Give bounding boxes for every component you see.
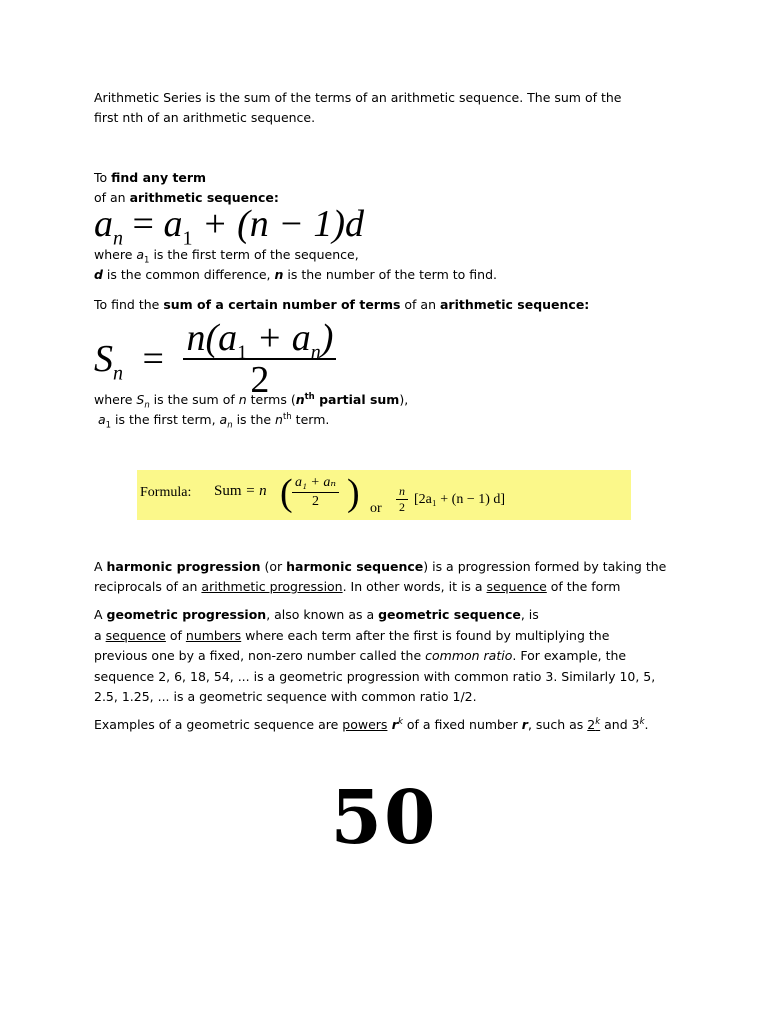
a1-desc: is the first term of the sequence, [149, 247, 359, 262]
formula-box [137, 470, 631, 520]
is-sum: is the sum of [149, 392, 239, 407]
harm-c: (or [260, 559, 287, 574]
geo-e: , is [520, 607, 539, 622]
sum-lhs-wrap [94, 338, 123, 385]
geo-l2a: a [94, 627, 106, 643]
intro-line-2: first nth of an arithmetic sequence. [94, 110, 316, 125]
terms: terms ( [246, 392, 296, 407]
geo-l2c: where each term after the first is found by multiplying the [241, 627, 610, 643]
common-ratio-term: common ratio [425, 648, 513, 663]
sum-lhs-sub: n [113, 362, 123, 385]
where-sum-word: where [94, 392, 137, 407]
where-word: where [94, 247, 137, 262]
a1-sym2: a [97, 412, 106, 427]
sum-heading [94, 295, 589, 315]
examples-paragraph [94, 715, 648, 735]
n2-sup: th [282, 411, 292, 422]
ex-e: . [644, 717, 649, 732]
first-term: is the first term, [111, 412, 220, 427]
num-sub1: 1 [237, 341, 248, 364]
harm-l2b: . In other words, it is a [342, 579, 487, 594]
num-mid: + a [247, 317, 311, 359]
formula-den: 2 [312, 494, 319, 509]
intro-paragraph [94, 88, 621, 128]
formula-a-sub: 1 [182, 227, 193, 250]
geo-sequence: geometric sequence [378, 607, 521, 622]
sum-numerator [183, 317, 336, 364]
a1-sub2: 1 [105, 420, 112, 431]
harm-sequence: harmonic sequence [286, 559, 424, 574]
find-term-of-an: of an [94, 190, 130, 205]
formula-lhs-sub: n [113, 227, 123, 250]
num-pre: n(a [186, 317, 238, 359]
n-symbol: n [274, 267, 284, 282]
geo-l3a: previous one by a fixed, non-zero number called the [94, 648, 426, 663]
formula-eq: = [123, 203, 164, 245]
harm-l2a: reciprocals of an [94, 579, 202, 594]
is-the: is the [232, 412, 276, 427]
close-paren: ), [399, 392, 409, 407]
ex-two: 2 [587, 717, 596, 732]
d-symbol: d [94, 267, 103, 282]
find-term-bold: find any term [111, 170, 207, 185]
an-sym: a [219, 412, 228, 427]
nth-sym: n [295, 392, 305, 407]
numbers-link[interactable]: numbers [185, 627, 242, 643]
formula-two-den: 2 [399, 500, 405, 514]
geo-l5: 2.5, 1.25, ... is a geometric sequence with common ratio 1/2. [94, 689, 477, 704]
formula-n-over-2 [396, 484, 408, 515]
sequence-link[interactable]: sequence [486, 579, 547, 594]
ex-r2: r [521, 717, 528, 732]
right-paren: ) [347, 472, 360, 514]
ex-k3: k [639, 716, 645, 727]
ex-b: of a fixed number [402, 717, 522, 732]
sum-heading-to-find: To find the [94, 297, 164, 312]
a1-symbol: a [136, 247, 145, 262]
ex-d: and 3 [600, 717, 640, 732]
geo-a: A [94, 607, 107, 622]
formula-label: Formula: [140, 485, 192, 500]
formula-num: a₁ + aₙ [292, 474, 339, 493]
sn-sub: n [144, 400, 150, 411]
sum-heading-of-an: of an [400, 297, 440, 312]
harm-progression: harmonic progression [106, 559, 261, 574]
geo-c: , also known as a [266, 607, 379, 622]
partial-sum: partial sum [314, 392, 400, 407]
geo-l3b: . For example, the [512, 648, 627, 663]
a1-sub: 1 [144, 255, 150, 266]
nth-sup: th [304, 391, 315, 402]
formula-a: a [163, 203, 183, 245]
harm-e: ) is a progression formed by taking the [423, 559, 667, 574]
sum-denominator: 2 [250, 359, 270, 401]
geo-progression: geometric progression [106, 607, 267, 622]
num-post: ) [320, 317, 334, 359]
formula-or: or [370, 501, 382, 516]
left-paren: ( [280, 472, 293, 514]
an-sub: n [227, 420, 233, 431]
sn-symbol: S [136, 392, 145, 407]
formula-eq-n: = n [245, 483, 267, 499]
harm-a: A [94, 559, 107, 574]
sum-fraction [183, 318, 336, 400]
n-desc: is the number of the term to find. [283, 267, 497, 282]
formula-bracket: [2a₁ + (n − 1) d] [414, 492, 506, 507]
ex-k: k [397, 716, 403, 727]
geometric-paragraph [94, 605, 655, 708]
geo-l2b: of [165, 627, 186, 643]
harmonic-paragraph [94, 557, 666, 597]
geo-l4: sequence 2, 6, 18, 54, ... is a geometric progression with common ratio 3. Similarly 10, 5, [94, 668, 656, 684]
ex-c: , such as [527, 717, 588, 732]
d-desc: is the common difference, [102, 267, 275, 282]
formula-rest: + (n − 1)d [192, 203, 365, 245]
formula-lhs: a [94, 203, 113, 245]
num-sub2: n [310, 341, 321, 364]
ex-r: r [387, 717, 398, 732]
find-term-sequence: arithmetic sequence: [129, 190, 279, 205]
formula-n-num: n [396, 484, 408, 500]
intro-line-1: Arithmetic Series is the sum of the terms of an arithmetic sequence. The sum of the [94, 90, 622, 105]
find-term-to: To [94, 170, 112, 185]
arithmetic-progression-link[interactable]: arithmetic progression [201, 579, 343, 594]
where-sum-paragraph [94, 390, 408, 430]
ex-a: Examples of a geometric sequence are [94, 717, 343, 732]
ex-k2: k [595, 716, 601, 727]
sum-lhs: S [94, 338, 113, 380]
harm-l2c: of the form [546, 579, 621, 594]
formula-sum-expr [214, 483, 267, 500]
sum-heading-bold: sum of a certain number of terms [163, 297, 401, 312]
n-sym: n [238, 392, 247, 407]
powers-link[interactable]: powers [342, 717, 388, 732]
sum-heading-sequence: arithmetic sequence: [440, 297, 590, 312]
nth-term-formula [94, 200, 364, 248]
n2-sym: n [275, 412, 283, 427]
sequence-link-2[interactable]: sequence [105, 627, 166, 643]
formula-sum-word: Sum [214, 483, 242, 499]
two-power-link[interactable] [587, 717, 600, 732]
page-number: 50 [330, 775, 438, 861]
sum-formula [94, 318, 336, 400]
term-word: term. [291, 412, 330, 427]
sum-eq: = [142, 338, 164, 380]
formula-fraction [292, 474, 339, 511]
where-term-paragraph [94, 245, 497, 285]
